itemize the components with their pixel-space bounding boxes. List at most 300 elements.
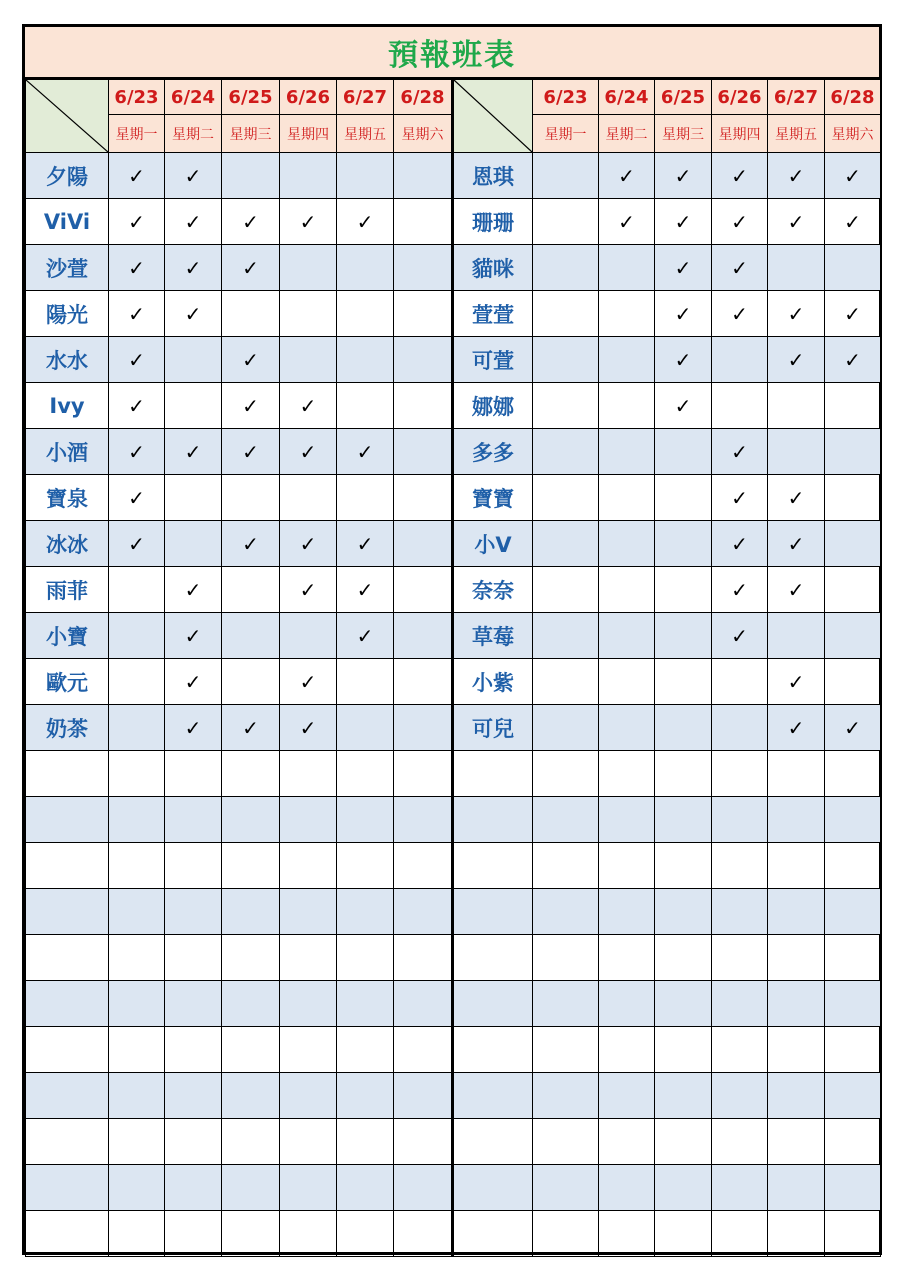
empty-cell <box>599 797 655 843</box>
person-name <box>453 981 533 1027</box>
empty-cell <box>394 1119 452 1165</box>
checkmark-cell <box>533 521 599 567</box>
schedule-row <box>26 613 452 659</box>
diagonal-divider <box>454 80 532 152</box>
empty-cell <box>655 1119 712 1165</box>
schedule-row <box>453 521 881 567</box>
checkmark-cell <box>394 613 452 659</box>
corner-cell <box>26 80 109 153</box>
corner-cell <box>453 80 533 153</box>
empty-cell <box>222 935 280 981</box>
checkmark-cell: ✓ <box>222 383 280 429</box>
checkmark-cell: ✓ <box>768 199 825 245</box>
checkmark-cell <box>394 291 452 337</box>
empty-cell <box>655 981 712 1027</box>
checkmark-cell: ✓ <box>337 521 394 567</box>
schedule-row <box>26 521 452 567</box>
checkmark-cell <box>655 475 712 521</box>
checkmark-cell: ✓ <box>109 291 165 337</box>
empty-cell <box>337 1211 394 1257</box>
person-name <box>26 1211 109 1257</box>
empty-cell <box>768 889 825 935</box>
empty-row <box>453 1073 881 1119</box>
empty-cell <box>165 843 222 889</box>
empty-cell <box>712 889 768 935</box>
empty-cell <box>165 1119 222 1165</box>
weekday-header: 星期四 <box>280 115 337 153</box>
checkmark-cell: ✓ <box>655 337 712 383</box>
empty-row <box>453 1211 881 1257</box>
checkmark-cell <box>394 337 452 383</box>
person-name: 娜娜 <box>453 383 533 429</box>
person-name: 奶茶 <box>26 705 109 751</box>
checkmark-cell: ✓ <box>768 337 825 383</box>
checkmark-cell <box>825 475 881 521</box>
checkmark-cell <box>599 521 655 567</box>
checkmark-cell <box>599 613 655 659</box>
empty-row <box>26 1073 452 1119</box>
checkmark-cell <box>599 245 655 291</box>
empty-cell <box>655 935 712 981</box>
empty-cell <box>825 1119 881 1165</box>
checkmark-cell: ✓ <box>109 245 165 291</box>
empty-cell <box>533 843 599 889</box>
checkmark-cell <box>222 567 280 613</box>
empty-cell <box>712 1211 768 1257</box>
empty-cell <box>337 1073 394 1119</box>
person-name: 多多 <box>453 429 533 475</box>
checkmark-cell: ✓ <box>337 567 394 613</box>
checkmark-cell <box>599 475 655 521</box>
person-name: 寶寶 <box>453 475 533 521</box>
checkmark-cell: ✓ <box>280 521 337 567</box>
person-name <box>453 889 533 935</box>
checkmark-cell <box>533 245 599 291</box>
empty-cell <box>337 843 394 889</box>
checkmark-cell: ✓ <box>768 475 825 521</box>
checkmark-cell: ✓ <box>165 705 222 751</box>
checkmark-cell: ✓ <box>712 291 768 337</box>
empty-cell <box>222 751 280 797</box>
checkmark-cell: ✓ <box>280 383 337 429</box>
checkmark-cell <box>337 383 394 429</box>
empty-cell <box>109 1165 165 1211</box>
empty-cell <box>337 1027 394 1073</box>
checkmark-cell <box>825 245 881 291</box>
person-name <box>26 1073 109 1119</box>
checkmark-cell: ✓ <box>655 383 712 429</box>
empty-cell <box>599 1119 655 1165</box>
empty-cell <box>109 1211 165 1257</box>
checkmark-cell <box>280 153 337 199</box>
checkmark-cell: ✓ <box>109 429 165 475</box>
checkmark-cell <box>394 567 452 613</box>
empty-cell <box>825 935 881 981</box>
empty-cell <box>533 935 599 981</box>
empty-row <box>453 843 881 889</box>
empty-cell <box>533 1073 599 1119</box>
person-name <box>26 1119 109 1165</box>
checkmark-cell: ✓ <box>165 567 222 613</box>
empty-row <box>26 1211 452 1257</box>
empty-cell <box>825 751 881 797</box>
empty-cell <box>337 889 394 935</box>
weekday-header: 星期二 <box>599 115 655 153</box>
checkmark-cell <box>599 429 655 475</box>
checkmark-cell <box>337 475 394 521</box>
empty-cell <box>655 889 712 935</box>
checkmark-cell <box>109 659 165 705</box>
empty-cell <box>165 935 222 981</box>
date-header: 6/24 <box>165 80 222 115</box>
weekday-header: 星期三 <box>655 115 712 153</box>
schedule-row <box>26 705 452 751</box>
checkmark-cell <box>599 383 655 429</box>
empty-cell <box>768 1027 825 1073</box>
empty-cell <box>165 889 222 935</box>
checkmark-cell <box>109 567 165 613</box>
checkmark-cell: ✓ <box>655 153 712 199</box>
empty-cell <box>337 1165 394 1211</box>
schedule-row <box>26 659 452 705</box>
checkmark-cell <box>222 659 280 705</box>
empty-row <box>453 889 881 935</box>
empty-cell <box>394 935 452 981</box>
empty-cell <box>165 1211 222 1257</box>
checkmark-cell: ✓ <box>222 429 280 475</box>
checkmark-cell: ✓ <box>712 613 768 659</box>
checkmark-cell: ✓ <box>825 291 881 337</box>
empty-cell <box>768 797 825 843</box>
schedule-row <box>26 383 452 429</box>
empty-cell <box>599 935 655 981</box>
empty-row <box>26 889 452 935</box>
person-name <box>453 1165 533 1211</box>
checkmark-cell <box>337 705 394 751</box>
person-name <box>26 1165 109 1211</box>
checkmark-cell <box>394 659 452 705</box>
empty-cell <box>222 797 280 843</box>
checkmark-cell <box>337 291 394 337</box>
checkmark-cell: ✓ <box>165 659 222 705</box>
checkmark-cell: ✓ <box>768 567 825 613</box>
empty-cell <box>655 1073 712 1119</box>
checkmark-cell <box>222 291 280 337</box>
checkmark-cell <box>165 475 222 521</box>
checkmark-cell: ✓ <box>165 613 222 659</box>
checkmark-cell <box>655 521 712 567</box>
empty-cell <box>825 843 881 889</box>
checkmark-cell <box>825 429 881 475</box>
schedule-row <box>453 199 881 245</box>
checkmark-cell <box>280 291 337 337</box>
empty-cell <box>280 843 337 889</box>
empty-cell <box>655 751 712 797</box>
empty-cell <box>109 1073 165 1119</box>
empty-row <box>26 981 452 1027</box>
checkmark-cell <box>599 567 655 613</box>
checkmark-cell <box>533 613 599 659</box>
empty-cell <box>533 1165 599 1211</box>
schedule-row <box>26 337 452 383</box>
checkmark-cell: ✓ <box>109 383 165 429</box>
empty-cell <box>222 1211 280 1257</box>
date-header: 6/24 <box>599 80 655 115</box>
empty-cell <box>222 1165 280 1211</box>
checkmark-cell <box>712 337 768 383</box>
weekday-header: 星期三 <box>222 115 280 153</box>
date-header-row <box>26 80 452 115</box>
checkmark-cell: ✓ <box>655 291 712 337</box>
page-title: 預報班表 <box>25 27 879 79</box>
date-header: 6/28 <box>825 80 881 115</box>
checkmark-cell: ✓ <box>280 705 337 751</box>
empty-cell <box>599 1211 655 1257</box>
person-name <box>26 797 109 843</box>
date-header: 6/27 <box>337 80 394 115</box>
schedule-row <box>26 429 452 475</box>
empty-cell <box>280 889 337 935</box>
empty-cell <box>533 1211 599 1257</box>
checkmark-cell: ✓ <box>599 199 655 245</box>
date-header: 6/25 <box>222 80 280 115</box>
checkmark-cell: ✓ <box>222 337 280 383</box>
checkmark-cell <box>165 337 222 383</box>
empty-cell <box>599 1073 655 1119</box>
diagonal-divider <box>26 80 108 152</box>
empty-cell <box>712 797 768 843</box>
person-name: 可兒 <box>453 705 533 751</box>
checkmark-cell: ✓ <box>165 291 222 337</box>
checkmark-cell <box>109 613 165 659</box>
checkmark-cell <box>599 705 655 751</box>
person-name: 可萱 <box>453 337 533 383</box>
empty-cell <box>768 1165 825 1211</box>
checkmark-cell <box>533 705 599 751</box>
checkmark-cell <box>825 383 881 429</box>
checkmark-cell: ✓ <box>280 659 337 705</box>
person-name: 小寶 <box>26 613 109 659</box>
checkmark-cell: ✓ <box>109 475 165 521</box>
empty-cell <box>109 889 165 935</box>
empty-cell <box>825 1211 881 1257</box>
person-name <box>26 751 109 797</box>
empty-cell <box>280 935 337 981</box>
empty-cell <box>394 1165 452 1211</box>
checkmark-cell <box>533 199 599 245</box>
person-name <box>26 843 109 889</box>
empty-cell <box>394 751 452 797</box>
checkmark-cell: ✓ <box>768 521 825 567</box>
empty-cell <box>165 1165 222 1211</box>
weekday-header: 星期五 <box>768 115 825 153</box>
empty-cell <box>222 1073 280 1119</box>
schedule-row <box>453 153 881 199</box>
schedule-row <box>453 383 881 429</box>
checkmark-cell <box>280 475 337 521</box>
checkmark-cell <box>394 153 452 199</box>
empty-cell <box>165 1073 222 1119</box>
empty-cell <box>825 1165 881 1211</box>
weekday-header: 星期六 <box>394 115 452 153</box>
empty-cell <box>280 1119 337 1165</box>
schedule-row <box>26 475 452 521</box>
checkmark-cell: ✓ <box>768 291 825 337</box>
empty-row <box>26 797 452 843</box>
schedule-row <box>26 199 452 245</box>
checkmark-cell <box>825 613 881 659</box>
person-name: 小紫 <box>453 659 533 705</box>
checkmark-cell <box>655 705 712 751</box>
empty-cell <box>109 797 165 843</box>
empty-cell <box>165 981 222 1027</box>
checkmark-cell <box>394 705 452 751</box>
empty-cell <box>533 981 599 1027</box>
empty-cell <box>109 751 165 797</box>
checkmark-cell <box>280 337 337 383</box>
checkmark-cell: ✓ <box>165 199 222 245</box>
empty-cell <box>222 843 280 889</box>
checkmark-cell <box>337 153 394 199</box>
checkmark-cell <box>768 429 825 475</box>
checkmark-cell <box>394 199 452 245</box>
person-name: 歐元 <box>26 659 109 705</box>
checkmark-cell: ✓ <box>165 153 222 199</box>
empty-cell <box>599 1165 655 1211</box>
empty-cell <box>825 797 881 843</box>
checkmark-cell <box>280 613 337 659</box>
empty-row <box>26 935 452 981</box>
date-header: 6/23 <box>533 80 599 115</box>
schedule-row <box>453 705 881 751</box>
checkmark-cell: ✓ <box>655 245 712 291</box>
person-name: 沙萱 <box>26 245 109 291</box>
empty-cell <box>768 751 825 797</box>
checkmark-cell <box>655 567 712 613</box>
weekday-header: 星期二 <box>165 115 222 153</box>
empty-cell <box>712 751 768 797</box>
schedule-row <box>453 429 881 475</box>
schedule-row <box>26 291 452 337</box>
empty-cell <box>394 1073 452 1119</box>
checkmark-cell <box>533 383 599 429</box>
checkmark-cell <box>533 429 599 475</box>
checkmark-cell <box>280 245 337 291</box>
person-name: 陽光 <box>26 291 109 337</box>
empty-cell <box>712 843 768 889</box>
schedule-row <box>26 567 452 613</box>
weekday-header: 星期六 <box>825 115 881 153</box>
person-name: 冰冰 <box>26 521 109 567</box>
checkmark-cell <box>337 245 394 291</box>
checkmark-cell <box>655 659 712 705</box>
weekday-header: 星期一 <box>533 115 599 153</box>
checkmark-cell <box>337 337 394 383</box>
checkmark-cell: ✓ <box>165 429 222 475</box>
empty-cell <box>825 981 881 1027</box>
checkmark-cell: ✓ <box>768 659 825 705</box>
empty-cell <box>655 1027 712 1073</box>
checkmark-cell: ✓ <box>825 199 881 245</box>
checkmark-cell: ✓ <box>337 199 394 245</box>
date-header: 6/26 <box>712 80 768 115</box>
checkmark-cell: ✓ <box>712 153 768 199</box>
empty-cell <box>394 797 452 843</box>
person-name <box>453 1119 533 1165</box>
checkmark-cell: ✓ <box>768 153 825 199</box>
schedule-row <box>453 613 881 659</box>
checkmark-cell <box>599 659 655 705</box>
checkmark-cell <box>222 613 280 659</box>
empty-cell <box>394 889 452 935</box>
schedule-row <box>453 245 881 291</box>
checkmark-cell: ✓ <box>109 337 165 383</box>
empty-row <box>453 1027 881 1073</box>
empty-cell <box>165 751 222 797</box>
checkmark-cell <box>655 613 712 659</box>
empty-row <box>453 751 881 797</box>
checkmark-cell: ✓ <box>280 429 337 475</box>
schedule-row <box>453 659 881 705</box>
empty-cell <box>280 981 337 1027</box>
empty-row <box>453 1119 881 1165</box>
empty-cell <box>109 935 165 981</box>
checkmark-cell: ✓ <box>337 613 394 659</box>
schedule-row <box>453 337 881 383</box>
checkmark-cell: ✓ <box>712 521 768 567</box>
empty-cell <box>280 1027 337 1073</box>
empty-cell <box>337 797 394 843</box>
empty-cell <box>655 1165 712 1211</box>
checkmark-cell <box>533 153 599 199</box>
empty-cell <box>768 1119 825 1165</box>
schedule-row <box>26 245 452 291</box>
empty-cell <box>655 1211 712 1257</box>
empty-cell <box>533 797 599 843</box>
schedule-row <box>453 567 881 613</box>
checkmark-cell: ✓ <box>165 245 222 291</box>
schedule-sheet <box>22 24 882 1255</box>
empty-cell <box>394 1211 452 1257</box>
empty-cell <box>825 889 881 935</box>
person-name <box>26 1027 109 1073</box>
empty-cell <box>533 1027 599 1073</box>
checkmark-cell: ✓ <box>712 429 768 475</box>
person-name: 珊珊 <box>453 199 533 245</box>
weekday-header: 星期四 <box>712 115 768 153</box>
date-header: 6/23 <box>109 80 165 115</box>
checkmark-cell <box>712 705 768 751</box>
checkmark-cell: ✓ <box>109 521 165 567</box>
empty-cell <box>280 1165 337 1211</box>
empty-cell <box>109 981 165 1027</box>
person-name: 小酒 <box>26 429 109 475</box>
checkmark-cell: ✓ <box>599 153 655 199</box>
empty-row <box>26 1165 452 1211</box>
empty-cell <box>599 1027 655 1073</box>
checkmark-cell <box>768 613 825 659</box>
checkmark-cell: ✓ <box>109 153 165 199</box>
checkmark-cell <box>394 245 452 291</box>
empty-cell <box>337 1119 394 1165</box>
person-name: 水水 <box>26 337 109 383</box>
schedule-row <box>453 475 881 521</box>
checkmark-cell: ✓ <box>222 705 280 751</box>
empty-cell <box>337 981 394 1027</box>
empty-cell <box>768 981 825 1027</box>
person-name: 奈奈 <box>453 567 533 613</box>
person-name: 夕陽 <box>26 153 109 199</box>
